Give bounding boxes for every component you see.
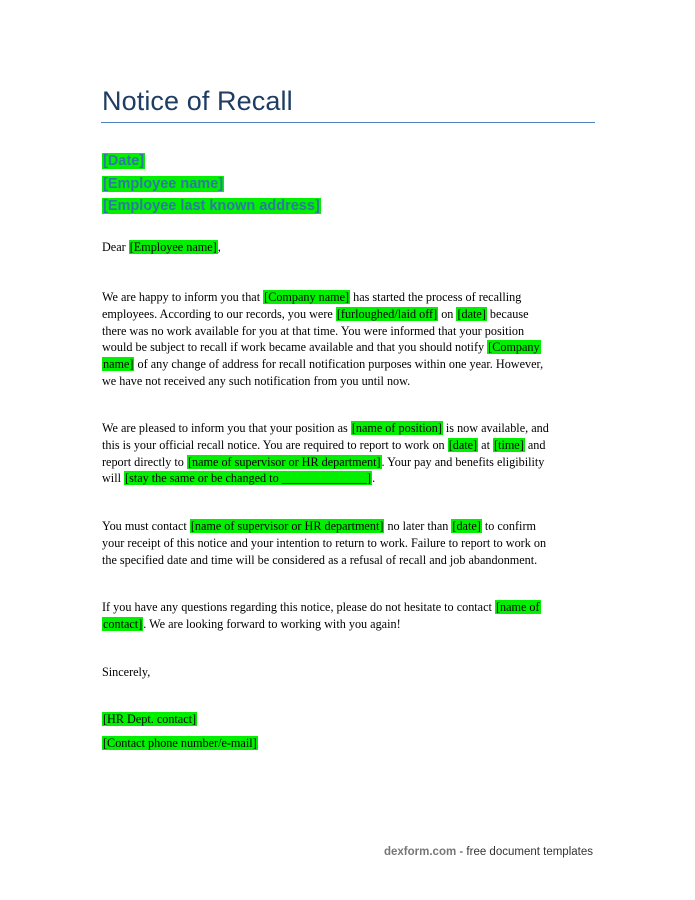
benefits-placeholder[interactable]: [stay the same or be changed to ______________] [125,471,372,486]
p1-text: employees. According to our records, you were [102,306,336,321]
company-name-placeholder-2-cont[interactable]: name] [103,357,134,372]
p3-text: your receipt of this notice and your intention to return to work. Failure to report to work on [102,535,547,550]
closing-text: Sincerely, [102,665,151,679]
p2-text: report directly to [102,454,187,469]
contact-name-placeholder[interactable]: [name of [495,600,540,614]
report-time-placeholder[interactable]: [time] [494,437,524,452]
paragraph-1 [102,289,598,390]
p3-text: to confirm [481,519,536,533]
signature-block [102,711,598,728]
report-date-placeholder[interactable]: [date] [448,437,478,452]
page-footer [384,846,593,858]
salutation [102,239,598,256]
paragraph-3 [102,518,598,568]
salutation-prefix: Dear [102,240,129,254]
footer-tagline: - free document templates [456,846,593,858]
p4-text: If you have any questions regarding this notice, please do not hesitate to contact [102,600,495,614]
p1-text: has started the process of recalling [350,290,522,304]
p2-text: will [102,471,125,486]
p1-text: of any change of address for recall notification purposes within one year. However, [134,357,544,372]
p1-text: because [486,306,529,321]
p2-text: at [478,437,493,452]
p1-text: would be subject to recall if work became available and that you should notify [102,340,488,355]
footer-brand-link[interactable]: dexform.com [383,846,457,858]
p2-text: We are pleased to inform you that your position as [102,421,351,435]
confirm-date-placeholder[interactable]: [date] [452,519,481,533]
date-placeholder[interactable]: [Date] [103,153,145,169]
company-name-placeholder-2[interactable]: [Company [488,340,540,355]
p4-text: . We are looking forward to working with you again! [143,616,401,631]
recipient-header [102,150,321,218]
p1-text: on [438,306,457,321]
paragraph-2 [102,420,598,487]
company-name-placeholder[interactable]: [Company name] [264,290,350,304]
employee-address-placeholder[interactable]: [Employee last known address] [103,198,320,214]
p1-text: we have not received any such notification from you until now. [102,373,411,388]
p1-text: We are happy to inform you that [102,290,264,304]
salutation-name-placeholder[interactable]: [Employee name] [129,240,217,254]
salutation-suffix: , [217,240,221,254]
supervisor-placeholder[interactable]: [name of supervisor or HR department] [187,454,381,469]
p3-text: You must contact [102,519,190,533]
p3-text: the specified date and time will be considered as a refusal of recall and job abandonment. [102,552,538,567]
employee-name-placeholder[interactable]: [Employee name] [103,175,224,192]
contact-phone-placeholder[interactable]: [Contact phone number/e-mail] [103,736,257,750]
p3-text: no later than [384,519,452,533]
p2-text: and [524,437,546,452]
document-title: Notice of Recall [102,86,293,116]
furlough-placeholder[interactable]: [furloughed/laid off] [336,306,438,321]
contact-name-placeholder-cont[interactable]: contact] [103,616,143,631]
title-underline [101,122,595,123]
p2-text: . Your pay and benefits eligibility [381,454,545,469]
signature-block-phone [102,735,598,752]
supervisor-placeholder-2[interactable]: [name of supervisor or HR department] [190,519,384,533]
paragraph-4 [102,599,598,633]
p2-text: this is your official recall notice. You are required to report to work on [102,437,448,452]
p1-text: there was no work available for you at that time. You were informed that your position [102,323,525,338]
hr-contact-placeholder[interactable]: [HR Dept. contact] [103,712,197,726]
p2-text: is now available, and [442,421,549,435]
p2-text: . [372,471,376,486]
closing [102,664,598,681]
furlough-date-placeholder[interactable]: [date] [457,306,486,321]
position-placeholder[interactable]: [name of position] [351,421,442,435]
